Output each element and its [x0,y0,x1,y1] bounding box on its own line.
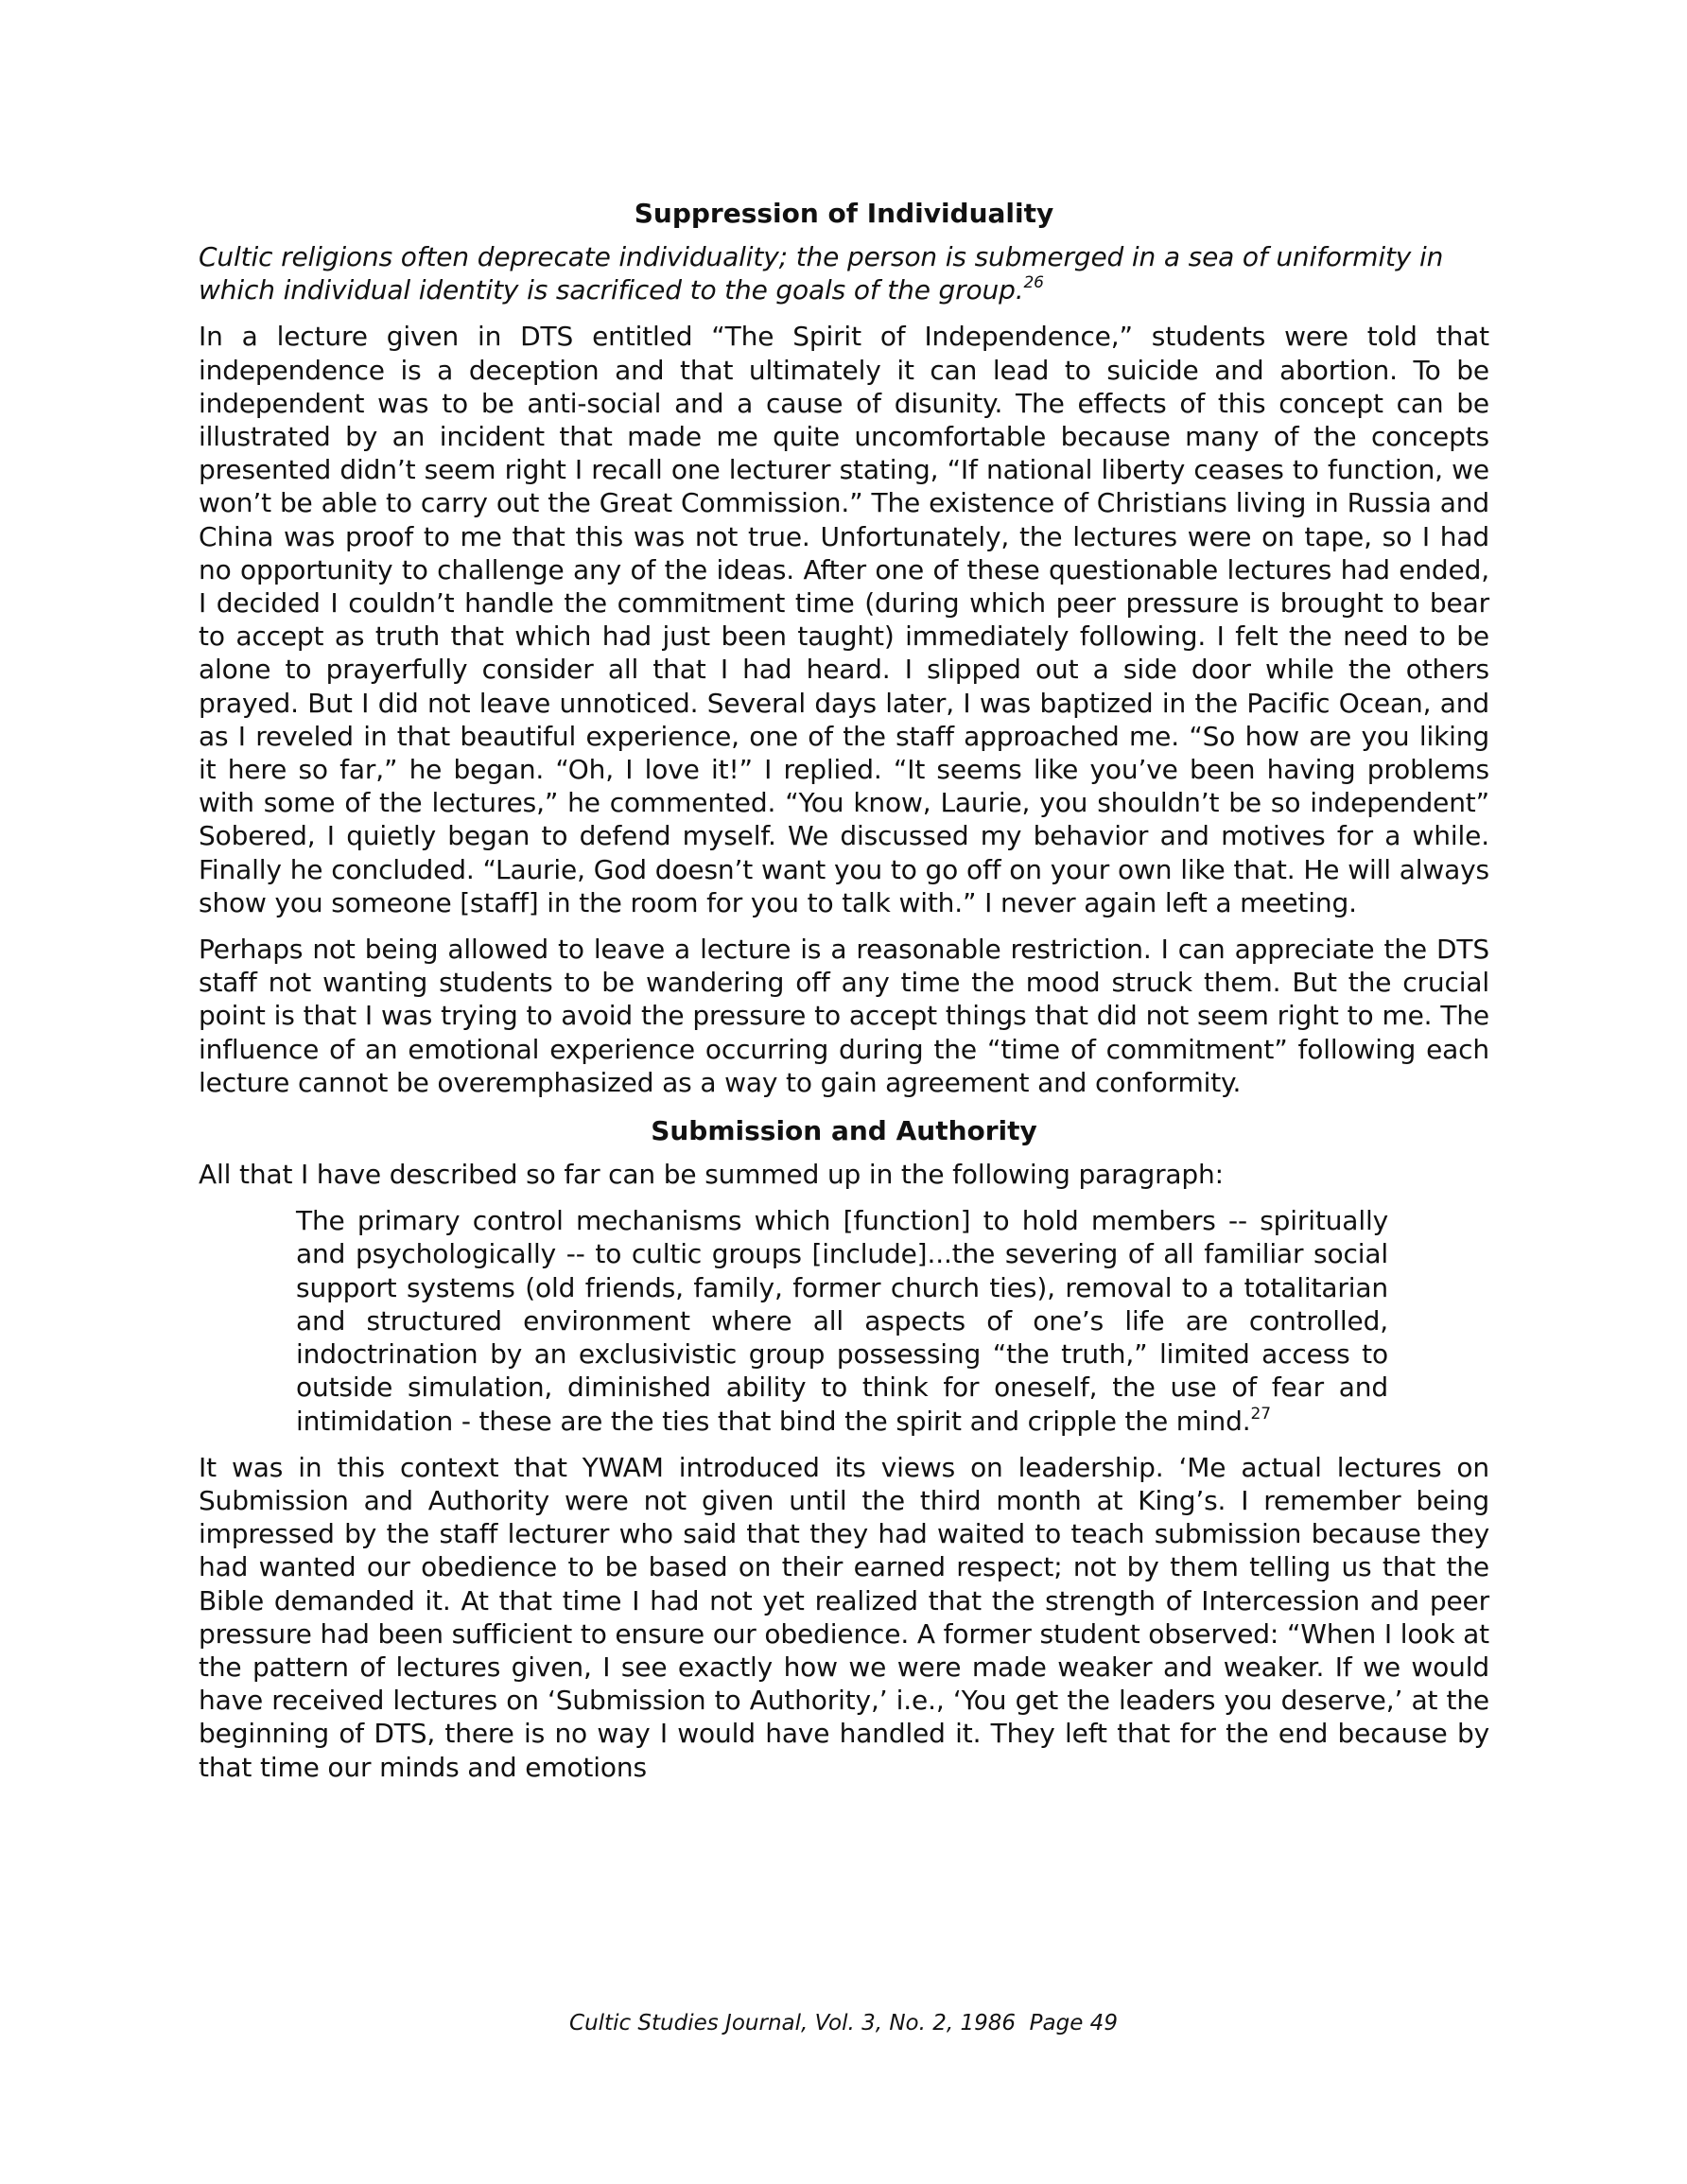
footnote-ref-26: 26 [1023,273,1044,293]
paragraph-spirit-of-independence: In a lecture given in DTS entitled “The Spirit of Independence,” students were told that independence is a deception and that ultimately it can lead to suicide and abortion. To be independent was to be anti-social and a cause of disunity. The effects of this concept can be illustrated by an incident that made me quite uncomfortable because many of the concepts presented didn’t seem right I recall one lecturer stating, “If national liberty ceases to function, we won’t be able to carry out the Great Commission.” The existence of Christians living in Russia and China was proof to me that this was not true. Unfortunately, the lectures were on tape, so I had no opportunity to challenge any of the ideas. After one of these questionable lectures had ended, I decided I couldn’t handle the commitment time (during which peer pressure is brought to bear to accept as truth that which had just been taught) immediately following. I felt the need to be alone to prayerfully consider all that I had heard. I slipped out a side door while the others prayed. But I did not leave unnoticed. Several days later, I was baptized in the Pacific Ocean, and as I reveled in that beautiful experience, one of the staff approached me. “So how are you liking it here so far,” he began. “Oh, I love it!” I replied. “It seems like you’ve been having problems with some of the lectures,” he commented. “You know, Laurie, you shouldn’t be so independent” Sobered, I quietly began to defend myself. We discussed my behavior and motives for a while. Finally he concluded. “Laurie, God doesn’t want you to go off on your own like that. He will always show you someone [staff] in the room for you to talk with.” I never again left a meeting. [199,321,1489,918]
epigraph-text: Cultic religions often deprecate individuality; the person is submerged in a sea of uniformity in which individual identity is sacrificed to the goals of the group. [199,241,1444,306]
paragraph-lead-in: All that I have described so far can be summed up in the following paragraph: [199,1159,1224,1191]
page-footer: Cultic Studies Journal, Vol. 3, No. 2, 1986 Page 49 [569,2011,1118,2035]
section-heading-submission-and-authority: Submission and Authority [651,1115,1037,1147]
document-page [199,195,1489,1797]
blockquote-text: The primary control mechanisms which [function] to hold members -- spiritually and psychologically -- to cultic groups [include]...the severing of all familiar social support systems (old friends, family, former church ties), removal to a totalitarian and structured environment where all aspects of one’s life are controlled, indoctrination by an exclusivistic group possessing “the truth,” limited access to outside simulation, diminished ability to think for oneself, the use of fear and intimidation - these are the ties that bind the spirit and cripple the mind. [296,1205,1388,1437]
epigraph-quote [199,240,1489,306]
paragraph-leaving-lecture: Perhaps not being allowed to leave a lecture is a reasonable restriction. I can appreciate the DTS staff not wanting students to be wandering off any time the mood struck them. But the crucial point is that I was trying to avoid the pressure to accept things that did not seem right to me. The influence of an emotional experience occurring during the “time of commitment” following each lecture cannot be overemphasized as a way to gain agreement and conformity. [199,934,1489,1098]
blockquote-paragraph [296,1204,1388,1437]
footnote-ref-27: 27 [1250,1404,1271,1424]
blockquote-control-mechanisms [296,1204,1388,1437]
section-heading-suppression-of-individuality: Suppression of Individuality [634,198,1054,229]
paragraph-ywam-leadership: It was in this context that YWAM introduced its views on leadership. ‘Me actual lectures on Submission and Authority were not given until the third month at King’s. I remember being impressed by the staff lecturer who said that they had waited to teach submission because they had wanted our obedience to be based on their earned respect; not by them telling us that the Bible demanded it. At that time I had not yet realized that the strength of Intercession and peer pressure had been sufficient to ensure our obedience. A former student observed: “When I look at the pattern of lectures given, I see exactly how we were made weaker and weaker. If we would have received lectures on ‘Submission to Authority,’ i.e., ‘You get the leaders you deserve,’ at the beginning of DTS, there is no way I would have handled it. They left that for the end because by that time our minds and emotions [199,1451,1489,1783]
